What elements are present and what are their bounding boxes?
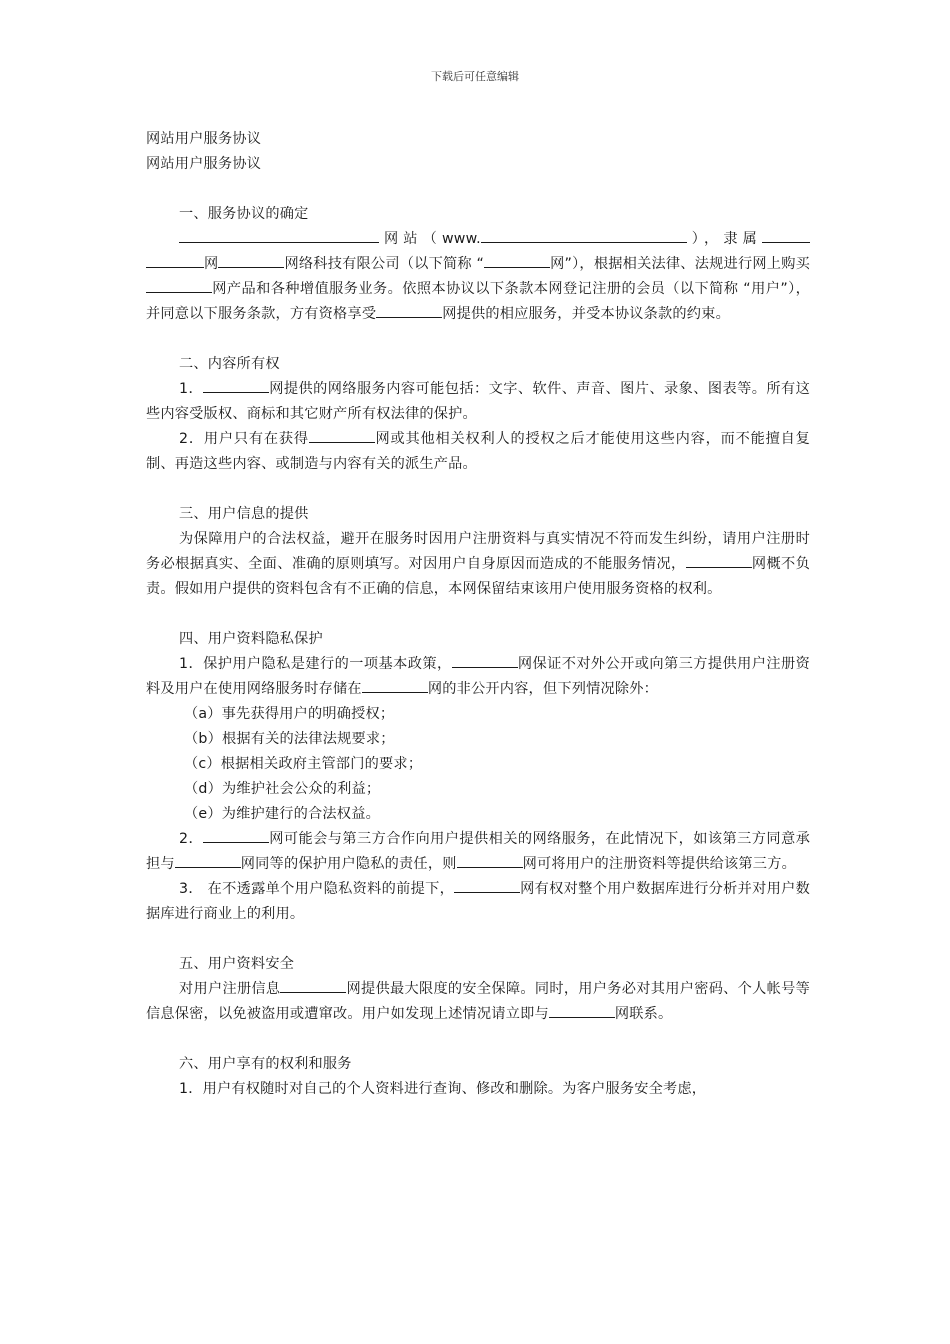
text-run: 网提供的相应服务，并受本协议条款的约束。 <box>442 306 730 322</box>
section-heading-4: 四、用户资料隐私保护 <box>179 631 323 647</box>
text-run: 网的非公开内容，但下列情况除外： <box>427 681 659 697</box>
text-run: 网”），根据相关法律、法规进行网上购买 <box>550 256 810 272</box>
section-heading-2: 二、内容所有权 <box>179 356 280 372</box>
list-item: （b）根据有关的法律法规要求； <box>184 731 395 747</box>
blank-line <box>203 377 269 393</box>
blank-line <box>175 852 241 868</box>
blank-line <box>481 227 687 243</box>
section-1-paragraph <box>146 227 810 327</box>
section-2-item-1 <box>146 377 810 427</box>
spacer <box>146 602 810 627</box>
section-4-item-2 <box>146 827 810 877</box>
text-run: 网络科技有限公司（以下简称 “ <box>284 256 485 272</box>
section-4-item-1 <box>146 652 810 702</box>
section-heading-1: 一、服务协议的确定 <box>179 206 309 222</box>
text-run: 3． 在不透露单个用户隐私资料的前提下， <box>179 881 455 897</box>
section-heading-5: 五、用户资料安全 <box>179 956 295 972</box>
text-run: 网提供的网络服务内容可能包括：文字、软件、声音、图片、录象、图表等。所有这些内容受版权、商标和其它财产所有权法律的保护。 <box>146 381 810 422</box>
blank-line <box>218 252 284 268</box>
blank-line <box>203 827 269 843</box>
section-2-item-2 <box>146 427 810 477</box>
text-run: 网概不负责。假如用户提供的资料包含有不正确的信息，本网保留结束该用户使用服务资格的权利。 <box>146 556 810 597</box>
text-run: 网站（www. <box>379 231 481 247</box>
blank-line <box>309 427 375 443</box>
blank-line <box>452 652 518 668</box>
text-run: 网可将用户的注册资料等提供给该第三方。 <box>522 856 796 872</box>
blank-line <box>146 252 204 268</box>
text-run: 网保证不对外公开或向第三方提供用户注册资料及用户在使用网络服务时存储在 <box>146 656 810 697</box>
text-run: 网可能会与第三方合作向用户提供相关的网络服务，在此情况下，如该第三方同意承担与 <box>146 831 810 872</box>
text-run: 网同等的保护用户隐私的责任，则 <box>240 856 457 872</box>
list-item: （a）事先获得用户的明确授权； <box>184 706 395 722</box>
section-6-item-1: 1．用户有权随时对自己的个人资料进行查询、修改和删除。为客户服务安全考虑， <box>179 1081 707 1097</box>
header-note: 下载后可任意编辑 <box>431 70 519 83</box>
blank-line <box>362 677 428 693</box>
blank-line <box>376 302 442 318</box>
spacer <box>146 927 810 952</box>
text-run: 1．保护用户隐私是建行的一项基本政策， <box>179 656 452 672</box>
text-run: 网有权对整个用户数据库进行分析并对用户数据库进行商业上的利用。 <box>146 881 810 922</box>
blank-line <box>686 552 752 568</box>
list-item: （d）为维护社会公众的利益； <box>184 781 381 797</box>
blank-line <box>762 227 810 243</box>
document-subtitle: 网站用户服务协议 <box>146 156 262 172</box>
blank-line <box>146 277 212 293</box>
text-run: 网产品和各种增值服务业务。依照本协议以下条款本网登记注册的会员（以下简称 “用户”），并同意以下服务条款，方有资格享受 <box>146 281 810 322</box>
list-item: （e）为维护建行的合法权益。 <box>184 806 380 822</box>
text-run: 网 <box>204 256 219 272</box>
blank-line <box>454 877 520 893</box>
blank-line <box>484 252 550 268</box>
text-run: 为保障用户的合法权益，避开在服务时因用户注册资料与真实情况不符而发生纠纷，请用户注册时务必根据真实、全面、准确的原则填写。对因用户自身原因而造成的不能服务情况， <box>146 531 810 572</box>
section-heading-3: 三、用户信息的提供 <box>179 506 309 522</box>
section-4-item-3 <box>146 877 810 927</box>
section-3-paragraph <box>146 527 810 602</box>
list-item: （c）根据相关政府主管部门的要求； <box>184 756 423 772</box>
spacer <box>146 477 810 502</box>
blank-line <box>549 1002 615 1018</box>
spacer <box>146 327 810 352</box>
blank-line <box>280 977 346 993</box>
text-run: 2． <box>179 831 204 847</box>
text-run: 1． <box>179 381 204 397</box>
document-body <box>146 127 810 1102</box>
section-5-paragraph <box>146 977 810 1027</box>
blank-line <box>457 852 523 868</box>
text-run: 网提供最大限度的安全保障。同时，用户务必对其用户密码、个人帐号等信息保密，以免被盗用或遭窜改。用户如发现上述情况请立即与 <box>146 981 811 1022</box>
text-run: 网或其他相关权利人的授权之后才能使用这些内容，而不能擅自复制、再造这些内容、或制造与内容有关的派生产品。 <box>146 431 810 472</box>
section-heading-6: 六、用户享有的权利和服务 <box>179 1056 352 1072</box>
spacer <box>146 177 810 202</box>
spacer <box>146 1027 810 1052</box>
blank-line <box>179 227 379 243</box>
text-run: 对用户注册信息 <box>179 981 281 997</box>
document-title: 网站用户服务协议 <box>146 131 262 147</box>
text-run: ），隶属 <box>686 231 763 247</box>
text-run: 2．用户只有在获得 <box>179 431 309 447</box>
text-run: 网联系。 <box>614 1006 673 1022</box>
